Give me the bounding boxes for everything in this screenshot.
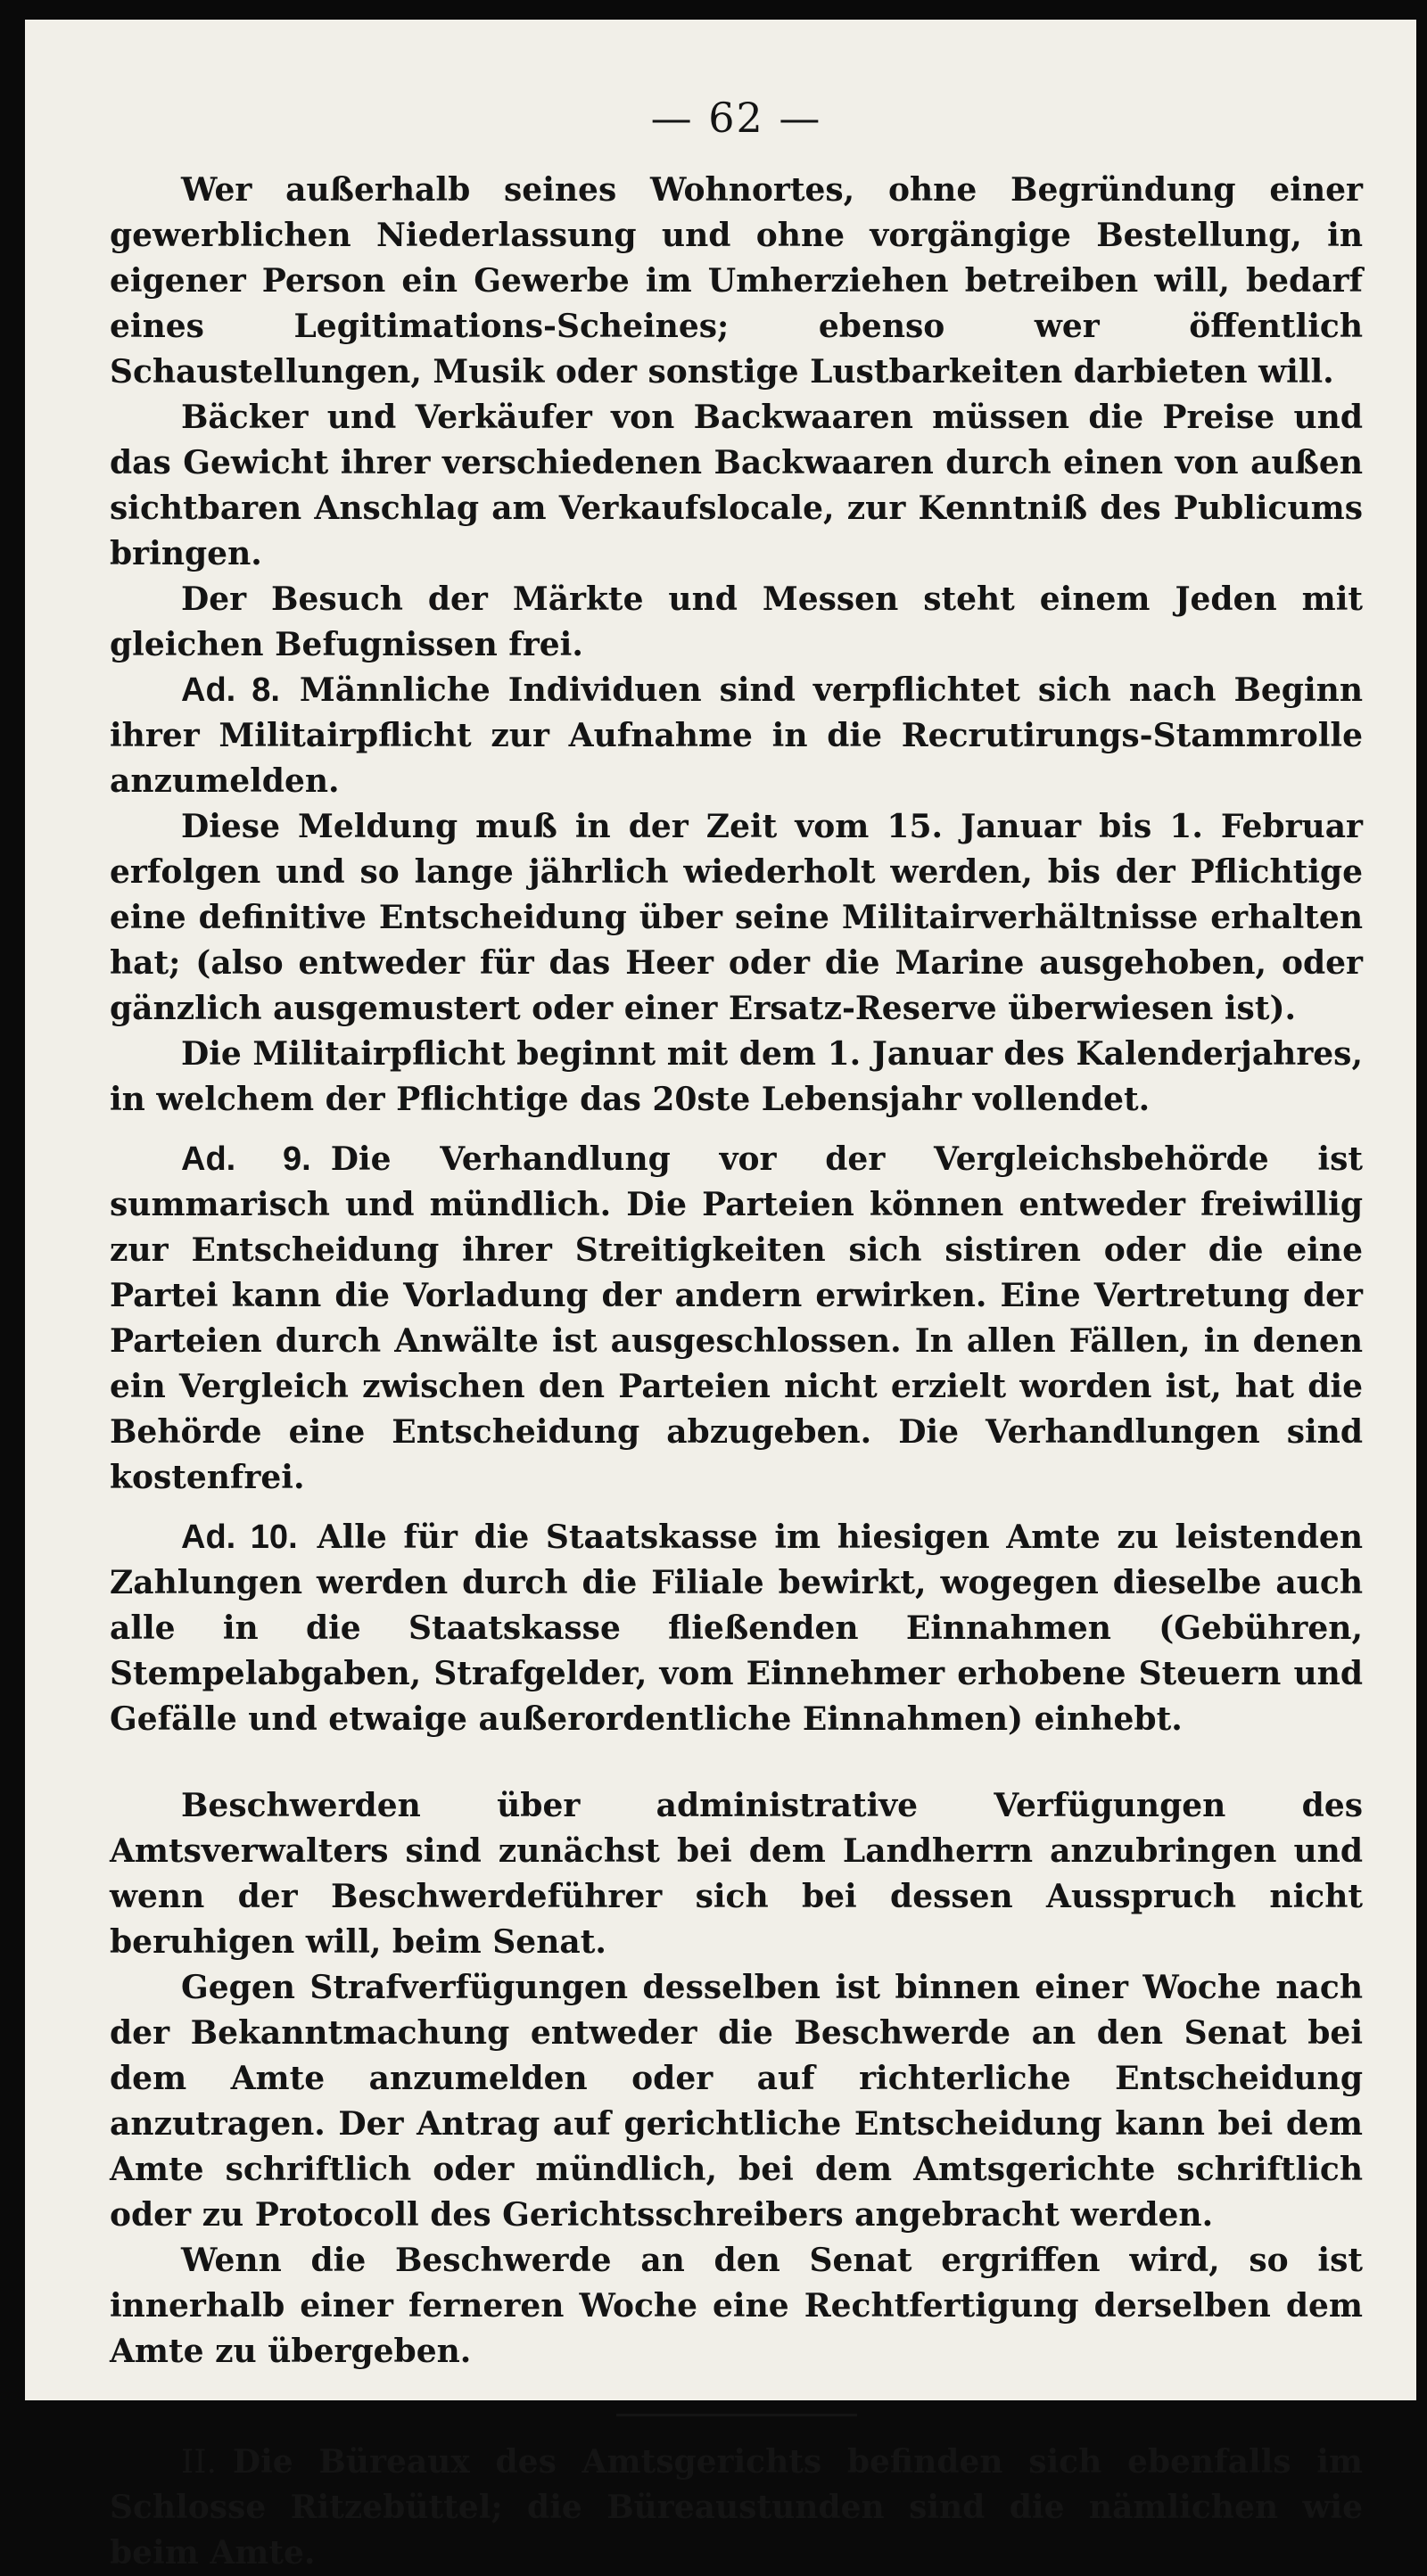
paragraph-military-duty: Die Militairpflicht beginnt mit dem 1. Januar des Kalenderjahres, in welchem der Pflichtige das 20ste Lebensjahr vollendet.: [110, 1035, 1363, 1118]
paragraph-senate-appeal: Wenn die Beschwerde an den Senat ergriffen wird, so ist innerhalb einer ferneren Woche eine Rechtfertigung derselben dem Amte zu übergeben.: [110, 2242, 1363, 2370]
section-text: Alle für die Staatskasse im hiesigen Amte zu leistenden Zahlungen werden durch die Filiale bewirkt, wogegen dieselbe auch alle in die Staatskasse fließenden Einnahmen (Gebühren, Stempelabgaben, Strafgelder, vom Einnehmer erhobene Steuern und Gefälle und etwaige außerordentliche Einnahmen) einhebt.: [110, 1518, 1363, 1738]
paragraph-penalty-orders: Gegen Strafverfügungen desselben ist binnen einer Woche nach der Bekanntmachung entweder die Beschwerde an den Senat bei dem Amte anzumelden oder auf richterliche Entscheidung anzutragen. Der Antrag auf gerichtliche Entscheidung kann bei dem Amte schriftlich oder mündlich, bei dem Amtsgerichte schriftlich oder zu Protocoll des Gerichtsschreibers angebracht werden.: [110, 1969, 1363, 2234]
section-label: Ad. 10.: [181, 1518, 298, 1556]
document-page: [25, 20, 1416, 2572]
section-ad-10: [110, 1515, 1363, 1742]
section-ii: [110, 2440, 1363, 2576]
section-ad-8: [110, 668, 1363, 804]
section-label: Ad. 8.: [181, 671, 280, 709]
paragraph-bakers: Bäcker und Verkäufer von Backwaaren müssen die Preise und das Gewicht ihrer verschiedenen Backwaaren durch einen von außen sichtbaren Anschlag am Verkaufslocale, zur Kenntniß des Publicums bringen.: [110, 399, 1363, 572]
section-text: Die Verhandlung vor der Vergleichsbehörde ist summarisch und mündlich. Die Parteien können entweder freiwillig zur Entscheidung ihrer Streitigkeiten sich sistiren oder die eine Partei kann die Vorladung der andern erwirken. Eine Vertretung der Parteien durch Anwälte ist ausgeschlossen. In allen Fällen, in denen ein Vergleich zwischen den Parteien nicht erzielt worden ist, hat die Behörde eine Entscheidung abzugeben. Die Verhandlungen sind kostenfrei.: [110, 1140, 1363, 1496]
section-text: Die Büreaux des Amtsgerichts befinden sich ebenfalls im Schlosse Ritzebüttel; die Büreaustunden sind die nämlichen wie beim Amte.: [110, 2443, 1363, 2572]
page-content: [110, 95, 1363, 2576]
section-label: Ad. 9.: [181, 1140, 311, 1178]
paragraph-complaints: Beschwerden über administrative Verfügungen des Amtsverwalters sind zunächst bei dem Landherrn anzubringen und wenn der Beschwerdeführer sich bei dessen Ausspruch nicht beruhigen will, beim Senat.: [110, 1787, 1363, 1961]
paragraph-markets: Der Besuch der Märkte und Messen steht einem Jeden mit gleichen Befugnissen frei.: [110, 580, 1363, 663]
section-ad-9: [110, 1137, 1363, 1501]
paragraph-registration: Diese Meldung muß in der Zeit vom 15. Januar bis 1. Februar erfolgen und so lange jährlich wiederholt werden, bis der Pflichtige eine definitive Entscheidung über seine Militairverhältnisse erhalten hat; (also entweder für das Heer oder die Marine ausgehoben, oder gänzlich ausgemustert oder einer Ersatz-Reserve überwiesen ist).: [110, 808, 1363, 1027]
paragraph-itinerant-trade: Wer außerhalb seines Wohnortes, ohne Begründung einer gewerblichen Niederlassung und ohne vorgängige Bestellung, in eigener Person ein Gewerbe im Umherziehen betreiben will, bedarf eines Legitimations-Scheines; ebenso wer öffentlich Schaustellungen, Musik oder sonstige Lustbarkeiten darbieten will.: [110, 171, 1363, 391]
page-number: — 62 —: [650, 94, 822, 142]
section-label: II.: [181, 2444, 217, 2481]
section-text: Männliche Individuen sind verpflichtet sich nach Beginn ihrer Militairpflicht zur Aufnahme in die Recrutirungs-Stammrolle anzumelden.: [110, 671, 1363, 800]
